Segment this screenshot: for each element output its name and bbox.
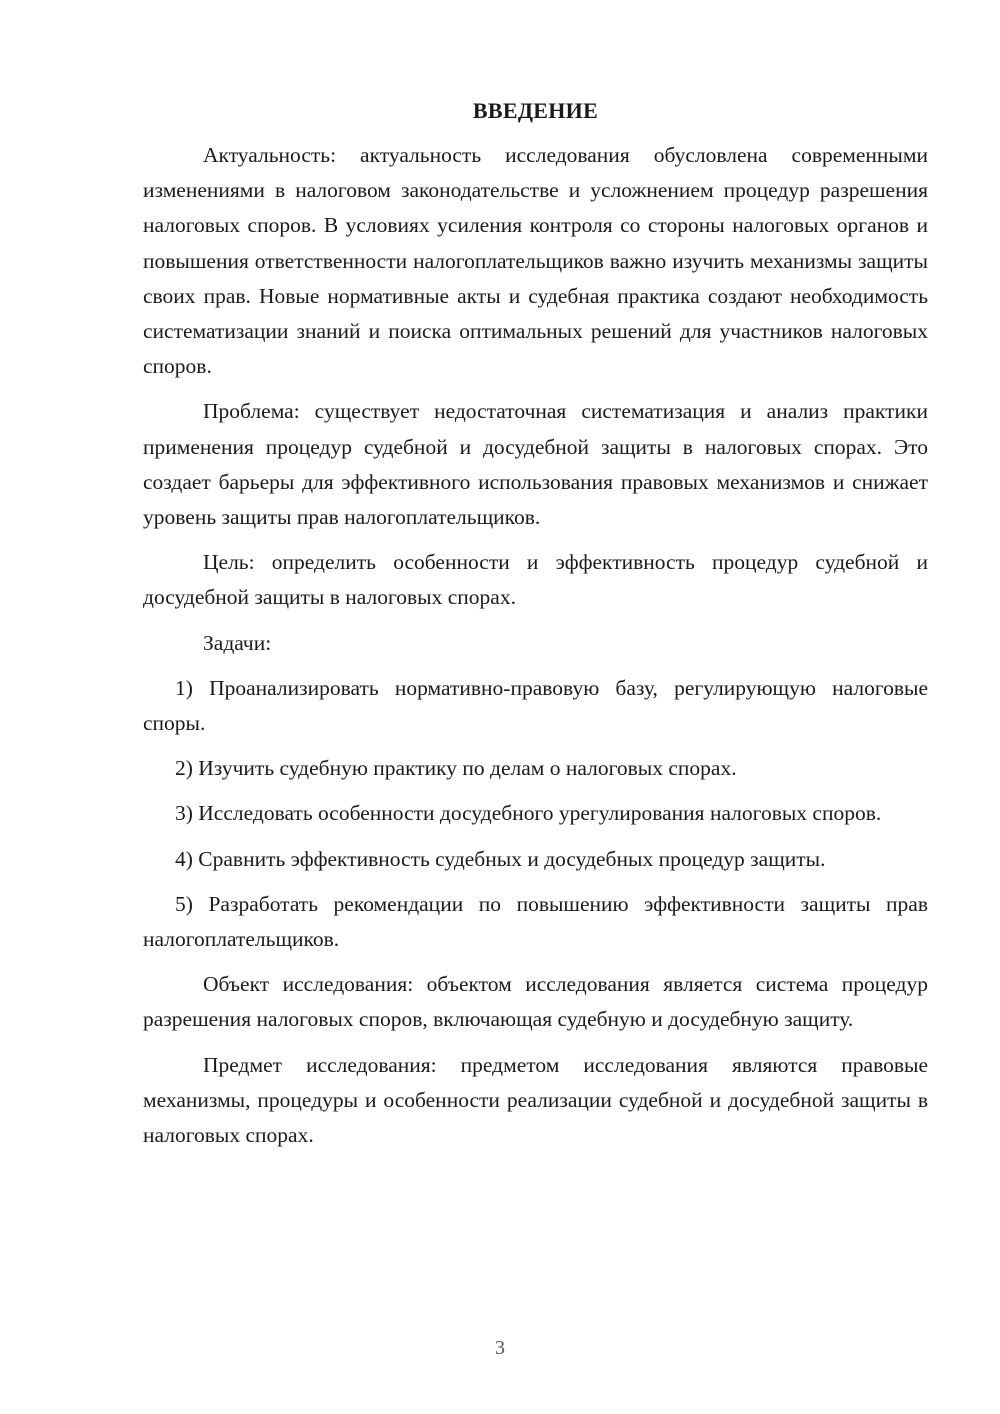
problem-paragraph: Проблема: существует недостаточная систематизация и анализ практики применения процедур судебной и досудебной защиты в налоговых спорах. Это создает барьеры для эффективного использования правовых механизмов и снижает уровень защиты прав налогоплательщиков. <box>143 399 928 530</box>
object-paragraph: Объект исследования: объектом исследования является система процедур разрешения налоговых споров, включающая судебную и досудебную защиту. <box>143 972 928 1032</box>
subject-paragraph: Предмет исследования: предметом исследования являются правовые механизмы, процедуры и особенности реализации судебной и досудебной защиты в налоговых спорах. <box>143 1052 928 1148</box>
task-item: 1) Проанализировать нормативно-правовую базу, регулирующую налоговые споры. <box>143 675 928 736</box>
section-title: ВВЕДЕНИЕ <box>472 98 599 123</box>
task-item: 3) Исследовать особенности досудебного урегулирования налоговых споров. <box>175 801 882 826</box>
document-page <box>143 96 928 1163</box>
task-item: 5) Разработать рекомендации по повышению эффективности защиты прав налогоплательщиков. <box>143 891 928 952</box>
relevance-paragraph: Актуальность: актуальность исследования обусловлена современными изменениями в налоговом законодательстве и усложнением процедур разрешения налоговых споров. В условиях усиления контроля со стороны налоговых органов и повышения ответственности налогоплательщиков важно изучить механизмы защиты своих прав. Новые нормативные акты и судебная практика создают необходимость систематизации знаний и поиска оптимальных решений для участников налоговых споров. <box>143 143 928 379</box>
page-number: 3 <box>495 1337 505 1359</box>
task-item: 2) Изучить судебную практику по делам о налоговых спорах. <box>175 756 737 781</box>
tasks-heading: Задачи: <box>203 630 272 655</box>
goal-paragraph: Цель: определить особенности и эффективность процедур судебной и досудебной защиты в налоговых спорах. <box>143 550 928 610</box>
task-item: 4) Сравнить эффективность судебных и досудебных процедур защиты. <box>175 846 826 871</box>
